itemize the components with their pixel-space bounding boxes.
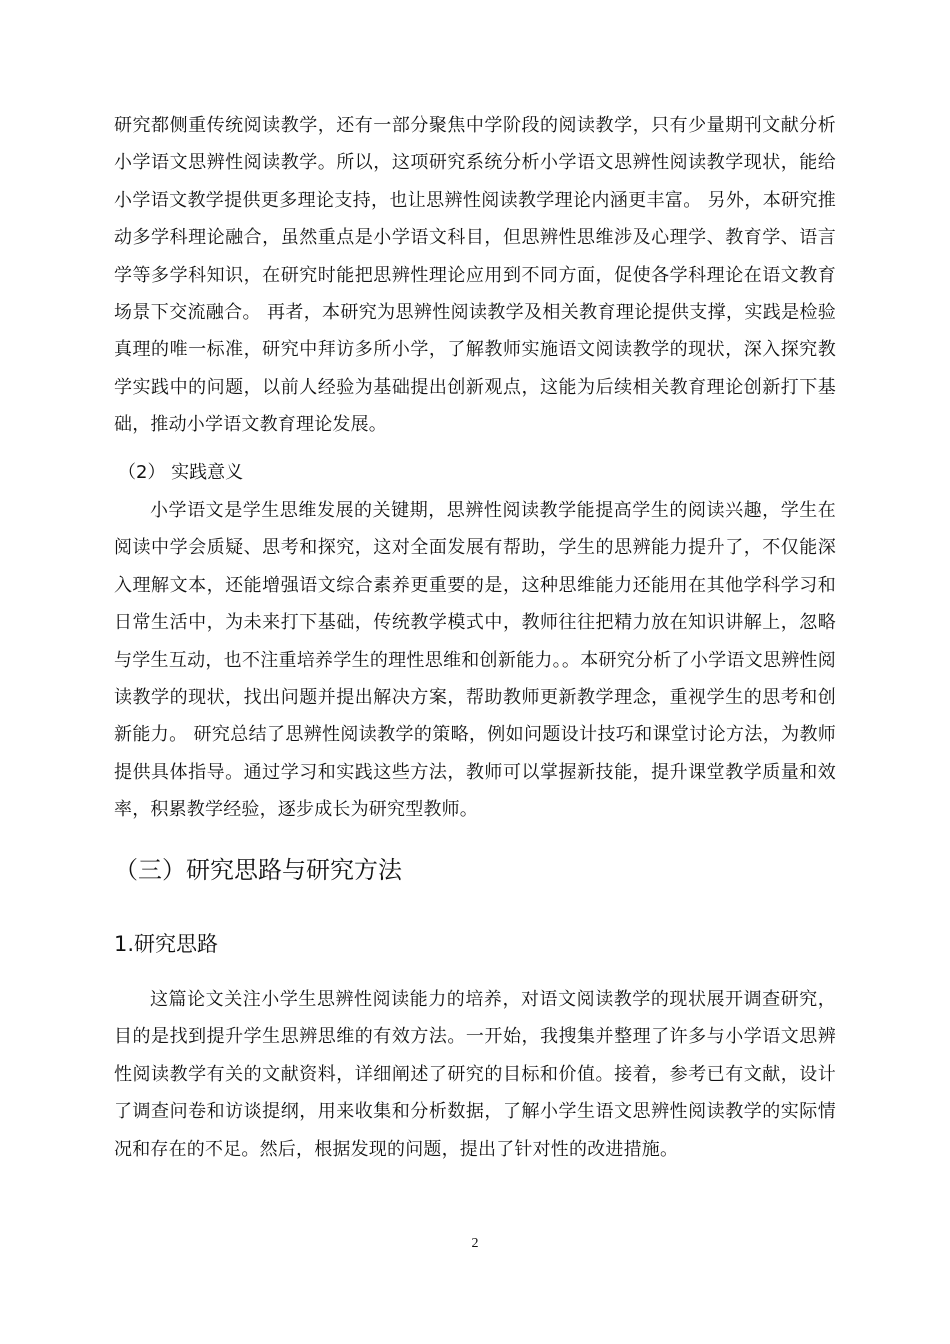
page-number: 2 [471,1236,479,1251]
subheading-practice-significance: （2） 实践意义 [118,462,244,483]
paragraph-theoretical-significance: 研究都侧重传统阅读教学，还有一部分聚焦中学阶段的阅读教学，只有少量期刊文献分析小学语文思辨性阅读教学。所以，这项研究系统分析小学语文思辨性阅读教学现状，能给小学语文教学提供更多理论支持，也让思辨性阅读教学理论内涵更丰富。 另外，本研究推动多学科理论融合，虽然重点是小学语文科目，但思辨性思维涉及心理学、教育学、语言学等多学科知识，在研究时能把思辨性理论应用到不同方面，促使各学科理论在语文教育场景下交流融合。 再者，本研究为思辨性阅读教学及相关教育理论提供支撑，实践是检验真理的唯一标准，研究中拜访多所小学，了解教师实施语文阅读教学的现状，深入探究教学实践中的问题，以前人经验为基础提出创新观点，这能为后续相关教育理论创新打下基础，推动小学语文教育理论发展。 [114,115,836,436]
paragraph-practice-significance: 小学语文是学生思维发展的关键期，思辨性阅读教学能提高学生的阅读兴趣，学生在阅读中学会质疑、思考和探究，这对全面发展有帮助，学生的思辨能力提升了，不仅能深入理解文本，还能增强语文综合素养更重要的是，这种思维能力还能用在其他学科学习和日常生活中，为未来打下基础，传统教学模式中，教师往往把精力放在知识讲解上，忽略与学生互动，也不注重培养学生的理性思维和创新能力。。本研究分析了小学语文思辨性阅读教学的现状，找出问题并提出解决方案，帮助教师更新教学理念，重视学生的思考和创新能力。 研究总结了思辨性阅读教学的策略，例如问题设计技巧和课堂讨论方法，为教师提供具体指导。通过学习和实践这些方法，教师可以掌握新技能，提升课堂教学质量和效率，积累教学经验，逐步成长为研究型教师。 [114,500,836,821]
subsection-heading-research-idea: 1.研究思路 [114,932,219,956]
paragraph-research-idea: 这篇论文关注小学生思辨性阅读能力的培养，对语文阅读教学的现状展开调查研究，目的是找到提升学生思辨思维的有效方法。一开始，我搜集并整理了许多与小学语文思辨性阅读教学有关的文献资料，详细阐述了研究的目标和价值。接着，参考已有文献，设计了调查问卷和访谈提纲，用来收集和分析数据，了解小学生语文思辨性阅读教学的实际情况和存在的不足。然后，根据发现的问题，提出了针对性的改进措施。 [114,989,836,1160]
section-heading-research-approach: （三）研究思路与研究方法 [114,856,402,884]
